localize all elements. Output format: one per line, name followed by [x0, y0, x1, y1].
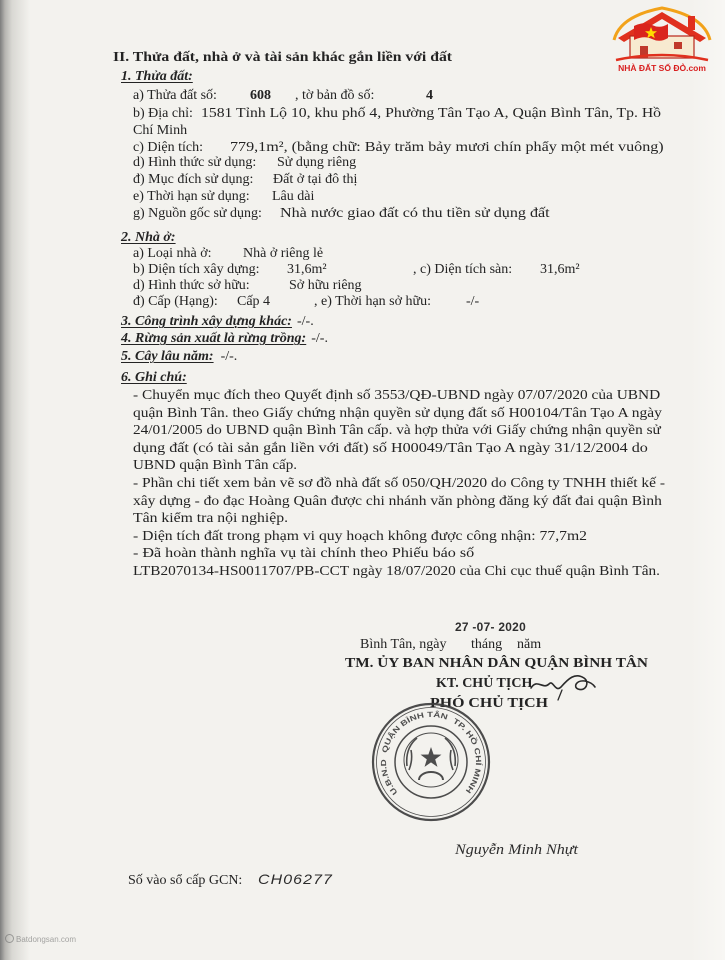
note-line: quận Bình Tân. theo Giấy chứng nhận quyền sử dụng đất số H00104/Tân Tạo A ngày — [133, 406, 662, 421]
deputy-for-title: KT. CHỦ TỊCH — [436, 676, 533, 691]
note-line: Tân kiểm tra nội nghiệp. — [133, 511, 289, 526]
signature-scribble — [528, 668, 598, 702]
note-line: - Chuyển mục đích theo Quyết định số 3553/QĐ-UBND ngày 07/07/2020 của UBND — [133, 388, 661, 403]
note-line: - Diện tích đất trong phạm vi quy hoạch không được công nhận: 77,7m2 — [133, 529, 588, 544]
logo-text: NHÀ ĐẤT SỐ ĐỎ.com — [618, 63, 706, 73]
built-area-label: b) Diện tích xây dựng: — [133, 262, 260, 277]
address-label: b) Địa chỉ: — [133, 106, 193, 121]
other-works-row — [121, 314, 314, 330]
registry-number-handwritten: CH06277 — [258, 871, 334, 887]
seal-text-top: QUẬN BÌNH TÂN — [379, 709, 448, 754]
seal-text-left: U.B.N.D — [378, 760, 400, 797]
notes-heading: 6. Ghi chú: — [121, 370, 187, 385]
use-purpose-value: Đất ở tại đô thị — [273, 172, 358, 187]
forest-row — [121, 331, 328, 347]
forest-heading: 4. Rừng sản xuất là rừng trồng: — [121, 331, 307, 346]
note-line: 24/01/2005 do UBND quận Bình Tân cấp. và hợp thửa với Giấy chứng nhận quyền sử — [133, 423, 661, 438]
use-form-label: d) Hình thức sử dụng: — [133, 155, 257, 170]
note-line: - Đã hoàn thành nghĩa vụ tài chính theo Phiếu báo số — [133, 546, 475, 561]
place-date-label: Bình Tân, ngày — [360, 637, 447, 652]
official-seal — [369, 700, 493, 824]
address-value-line2: Chí Minh — [133, 123, 188, 138]
other-works-value: -/-. — [296, 314, 314, 329]
other-works-heading: 3. Công trình xây dựng khác: — [121, 314, 292, 329]
logo-window — [674, 42, 682, 49]
use-origin-label: g) Nguồn gốc sử dụng: — [133, 206, 262, 221]
map-sheet-value: 4 — [426, 88, 433, 103]
watermark-text: Batdongsan.com — [16, 935, 77, 944]
house-type-label: a) Loại nhà ở: — [133, 246, 212, 261]
section-title: II. Thửa đất, nhà ở và tài sản khác gắn liền với đất — [113, 50, 453, 65]
note-line: xây dựng - đo đạc Hoàng Quân được chi nhánh văn phòng đăng ký đất đai quận Bình — [133, 494, 662, 509]
house-type-value: Nhà ở riêng lẻ — [243, 246, 324, 261]
house-flag-logo-icon — [610, 4, 714, 64]
forest-value: -/-. — [311, 331, 328, 346]
note-line: dụng đất (có tài sản gắn liền với đất) số H00049/Tân Tạo A ngày 31/12/2004 do — [133, 441, 648, 456]
land-area-label: c) Diện tích: — [133, 140, 203, 155]
month-label: tháng — [471, 637, 503, 652]
use-term-label: e) Thời hạn sử dụng: — [133, 189, 250, 204]
perennial-value: -/-. — [220, 349, 238, 364]
floor-area-label: , c) Diện tích sàn: — [413, 262, 513, 277]
ownership-form-value: Sở hữu riêng — [289, 278, 362, 293]
perennial-row — [121, 349, 237, 365]
signature-stroke — [531, 676, 595, 690]
parcel-number-value: 608 — [250, 88, 271, 103]
house-heading: 2. Nhà ở: — [121, 230, 176, 245]
seal-gear — [419, 772, 443, 780]
use-term-value: Lâu dài — [272, 189, 315, 204]
address-value-line1: 1581 Tỉnh Lộ 10, khu phố 4, Phường Tân Tạo A, Quận Bình Tân, Tp. Hồ — [201, 106, 662, 121]
built-area-value: 31,6m² — [287, 262, 327, 277]
map-sheet-label: , tờ bản đồ số: — [295, 88, 375, 103]
watermark-logo-icon — [5, 934, 14, 943]
perennial-heading: 5. Cây lâu năm: — [121, 349, 214, 364]
land-heading: 1. Thửa đất: — [121, 69, 193, 84]
date-stamp: 27 -07- 2020 — [455, 620, 527, 634]
signature-tail — [558, 690, 562, 700]
use-origin-value: Nhà nước giao đất có thu tiền sử dụng đất — [280, 206, 550, 221]
use-purpose-label: đ) Mục đích sử dụng: — [133, 172, 254, 187]
parcel-number-label: a) Thửa đất số: — [133, 88, 217, 103]
land-area-value: 779,1m², (bằng chữ: Bảy trăm bảy mươi chín phẩy một mét vuông) — [230, 140, 664, 155]
note-line: - Phần chi tiết xem bản vẽ sơ đồ nhà đất số 050/QH/2020 do Công ty TNHH thiết kế - — [133, 476, 666, 491]
signer-position: PHÓ CHỦ TỊCH — [430, 696, 549, 711]
seal-text-right: TP. HỒ CHÍ MINH — [451, 716, 484, 794]
use-form-value: Sử dụng riêng — [277, 155, 357, 170]
watermark — [5, 934, 76, 945]
ownership-term-label: , e) Thời hạn sở hữu: — [314, 294, 432, 309]
note-line: LTB2070134-HS0011707/PB-CCT ngày 18/07/2020 của Chi cục thuế quận Bình Tân. — [133, 564, 660, 579]
ownership-term-value: -/- — [466, 294, 480, 309]
registry-label: Số vào sổ cấp GCN: — [128, 873, 243, 888]
note-line: UBND quận Bình Tân cấp. — [133, 458, 298, 473]
issuing-authority: TM. ỦY BAN NHÂN DÂN QUẬN BÌNH TÂN — [345, 656, 648, 671]
grade-value: Cấp 4 — [237, 294, 271, 309]
ownership-form-label: d) Hình thức sở hữu: — [133, 278, 250, 293]
grade-label: đ) Cấp (Hạng): — [133, 294, 218, 309]
seal-star — [421, 747, 442, 767]
signer-name-handwritten: Nguyễn Minh Nhựt — [455, 842, 578, 858]
year-label: năm — [517, 637, 542, 652]
floor-area-value: 31,6m² — [540, 262, 580, 277]
logo-chimney — [688, 16, 695, 30]
